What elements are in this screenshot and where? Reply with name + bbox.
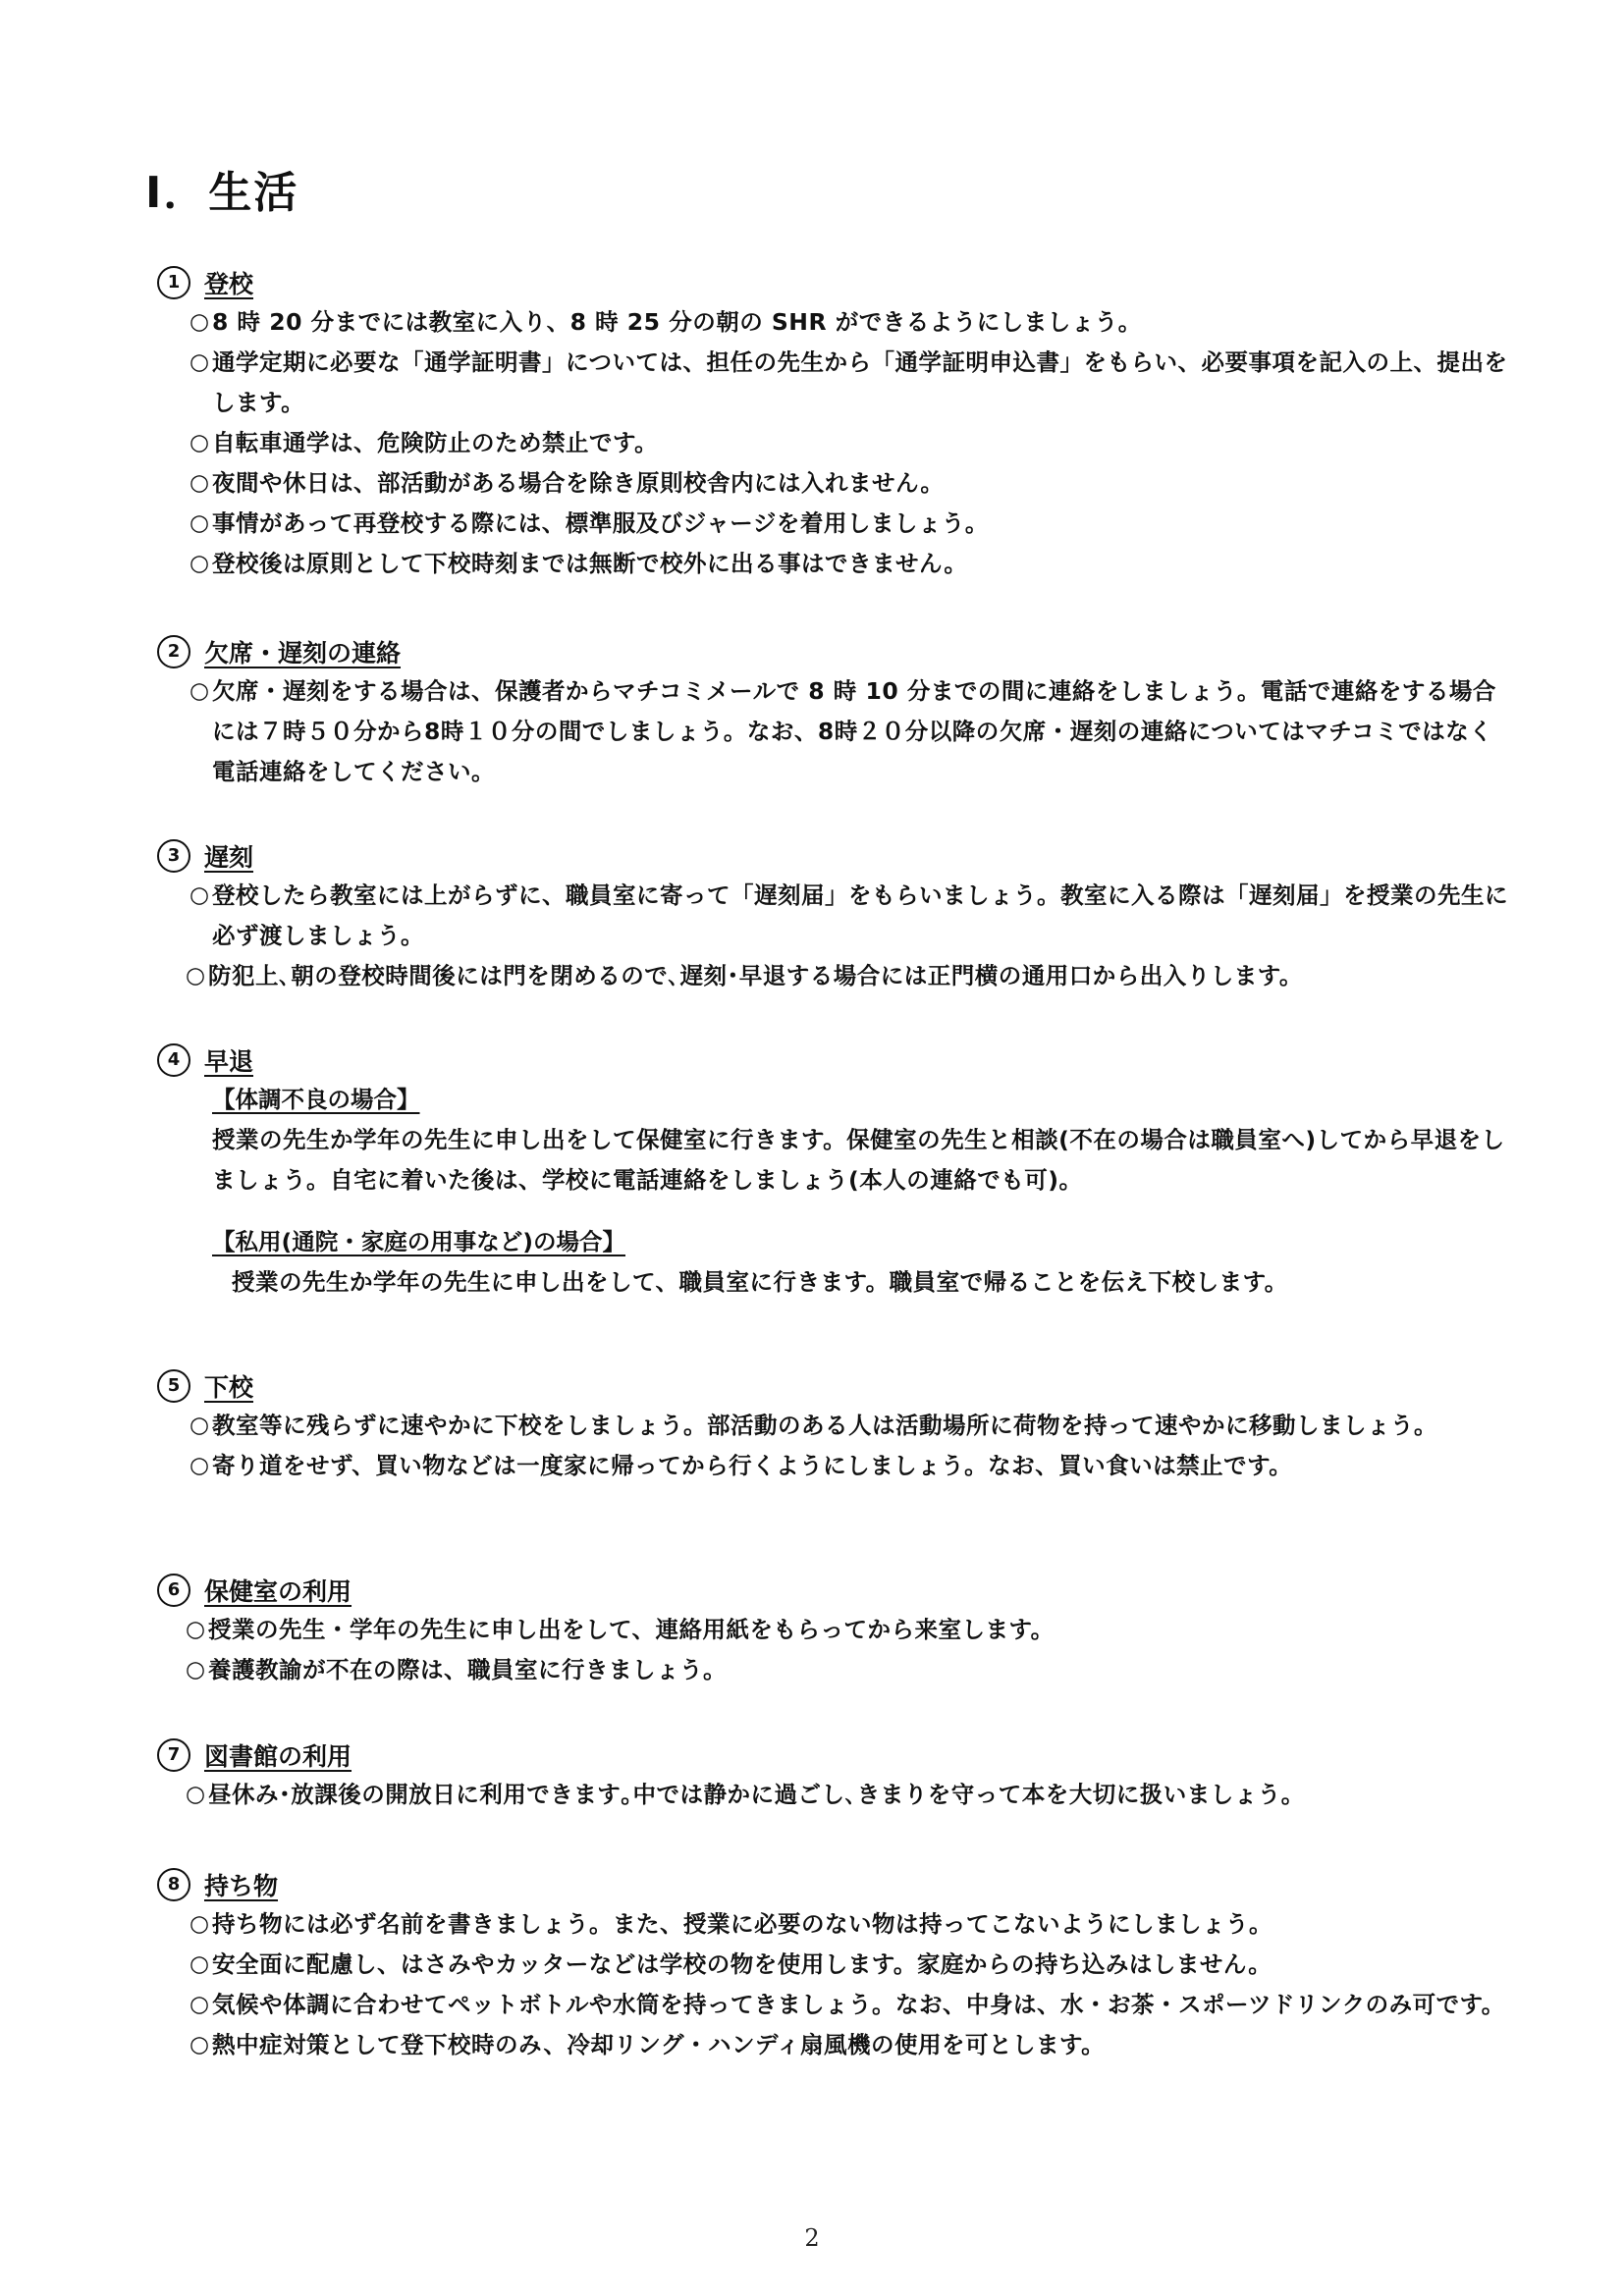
list-item: ○ 持ち物には必ず名前を書きましょう。また、授業に必要のない物は持ってこないようにしましょう。 bbox=[157, 1904, 1512, 1945]
circle-bullet: ○ bbox=[189, 1992, 210, 2017]
section-number: 8 bbox=[157, 1868, 190, 1901]
section-早退 bbox=[157, 1041, 1512, 1303]
page-title: Ⅰ．生活 bbox=[145, 168, 299, 218]
list-item: ○ 養護教諭が不在の際は、職員室に行きましょう。 bbox=[157, 1650, 1512, 1690]
section-title: 登校 bbox=[204, 270, 254, 298]
section-title: 早退 bbox=[204, 1047, 254, 1076]
section-heading bbox=[157, 1571, 1512, 1610]
section-number: 5 bbox=[157, 1369, 190, 1403]
section-遅刻 bbox=[157, 836, 1512, 996]
circle-bullet: ○ bbox=[189, 510, 210, 536]
circle-bullet: ○ bbox=[189, 1951, 210, 1977]
section-title: 持ち物 bbox=[204, 1872, 279, 1900]
list-item: ○ 8 時 20 分までには教室に入り、8 時 25 分の朝の SHR ができるようにしましょう。 bbox=[157, 302, 1512, 343]
paragraph: 授業の先生か学年の先生に申し出をして保健室に行きます。保健室の先生と相談(不在の場合は職員室へ)してから早退をしましょう。自宅に着いた後は、学校に電話連絡をしましょう(本人の連絡でも可)。 bbox=[212, 1126, 1505, 1194]
section-heading bbox=[157, 1865, 1512, 1904]
section-heading bbox=[157, 1735, 1512, 1775]
list-item: ○ 夜間や休日は、部活動がある場合を除き原則校舎内には入れません。 bbox=[157, 463, 1512, 504]
circle-bullet: ○ bbox=[186, 963, 206, 988]
circle-bullet: ○ bbox=[189, 430, 210, 455]
section-number: 7 bbox=[157, 1738, 190, 1772]
circle-bullet: ○ bbox=[189, 678, 210, 704]
section-heading bbox=[157, 1041, 1512, 1080]
section-number: 6 bbox=[157, 1574, 190, 1607]
list-item: ○ 自転車通学は、危険防止のため禁止です。 bbox=[157, 423, 1512, 463]
section-保健室の利用 bbox=[157, 1571, 1512, 1690]
section-number: 4 bbox=[157, 1043, 190, 1077]
section-title: 図書館の利用 bbox=[204, 1742, 352, 1771]
circle-bullet: ○ bbox=[186, 1617, 206, 1642]
circle-bullet: ○ bbox=[189, 470, 210, 496]
page-number: 2 bbox=[804, 2224, 820, 2252]
section-number: 3 bbox=[157, 839, 190, 873]
section-heading bbox=[157, 632, 1512, 671]
circle-bullet: ○ bbox=[189, 1413, 210, 1438]
list-item: ○ 防犯上､朝の登校時間後には門を閉めるので､遅刻･早退する場合には正門横の通用口から出入りします。 bbox=[157, 956, 1512, 996]
list-item: ○ 教室等に残らずに速やかに下校をしましょう。部活動のある人は活動場所に荷物を持って速やかに移動しましょう。 bbox=[157, 1406, 1512, 1446]
section-heading bbox=[157, 263, 1512, 302]
circle-bullet: ○ bbox=[189, 2032, 210, 2057]
section-下校 bbox=[157, 1366, 1512, 1486]
circle-bullet: ○ bbox=[186, 1782, 206, 1807]
circle-bullet: ○ bbox=[189, 551, 210, 576]
list-item: ○ 事情があって再登校する際には、標準服及びジャージを着用しましょう。 bbox=[157, 504, 1512, 544]
list-item: ○ 熱中症対策として登下校時のみ、冷却リング・ハンディ扇風機の使用を可とします。 bbox=[157, 2025, 1512, 2065]
list-item: ○ 安全面に配慮し、はさみやカッターなどは学校の物を使用します。家庭からの持ち込みはしません。 bbox=[157, 1945, 1512, 1985]
list-item: ○ 寄り道をせず、買い物などは一度家に帰ってから行くようにしましょう。なお、買い食いは禁止です。 bbox=[157, 1446, 1512, 1486]
list-item: ○ 欠席・遅刻をする場合は、保護者からマチコミメールで 8 時 10 分までの間に連絡をしましょう。電話で連絡をする場合には７時５０分から8時１０分の間でしましょう。なお、8時２０分以降の欠席・遅刻の連絡についてはマチコミではなく電話連絡をしてください。 bbox=[157, 671, 1512, 792]
section-title: 下校 bbox=[204, 1373, 254, 1402]
circle-bullet: ○ bbox=[189, 309, 210, 335]
section-title: 保健室の利用 bbox=[204, 1577, 352, 1606]
section-図書館の利用 bbox=[157, 1735, 1512, 1815]
circle-bullet: ○ bbox=[189, 882, 210, 908]
list-item: ○ 気候や体調に合わせてペットボトルや水筒を持ってきましょう。なお、中身は、水・お茶・スポーツドリンクのみ可です。 bbox=[157, 1985, 1512, 2025]
circle-bullet: ○ bbox=[189, 1453, 210, 1478]
list-item: ○ 授業の先生・学年の先生に申し出をして、連絡用紙をもらってから来室します。 bbox=[157, 1610, 1512, 1650]
section-heading bbox=[157, 836, 1512, 876]
list-item: ○ 登校後は原則として下校時刻までは無断で校外に出る事はできません。 bbox=[157, 544, 1512, 584]
section-heading bbox=[157, 1366, 1512, 1406]
section-持ち物 bbox=[157, 1865, 1512, 2065]
circle-bullet: ○ bbox=[189, 349, 210, 375]
circle-bullet: ○ bbox=[189, 1911, 210, 1937]
subsection-heading: 【体調不良の場合】 bbox=[212, 1086, 420, 1113]
circle-bullet: ○ bbox=[186, 1657, 206, 1682]
section-title: 欠席・遅刻の連絡 bbox=[204, 639, 402, 667]
section-欠席遅刻の連絡 bbox=[157, 632, 1512, 792]
subsection-heading: 【私用(通院・家庭の用事など)の場合】 bbox=[212, 1228, 625, 1255]
section-number: 1 bbox=[157, 266, 190, 299]
list-item: ○ 登校したら教室には上がらずに、職員室に寄って「遅刻届」をもらいましょう。教室に入る際は「遅刻届」を授業の先生に必ず渡しましょう。 bbox=[157, 876, 1512, 956]
section-title: 遅刻 bbox=[204, 843, 254, 872]
section-number: 2 bbox=[157, 635, 190, 668]
list-item: ○ 昼休み･放課後の開放日に利用できます｡中では静かに過ごし､きまりを守って本を大切に扱いましょう。 bbox=[157, 1775, 1512, 1815]
paragraph: 授業の先生か学年の先生に申し出をして、職員室に行きます。職員室で帰ることを伝え下校します。 bbox=[232, 1268, 1288, 1296]
list-item: ○ 通学定期に必要な「通学証明書」については、担任の先生から「通学証明申込書」をもらい、必要事項を記入の上、提出をします。 bbox=[157, 343, 1512, 423]
section-登校 bbox=[157, 263, 1512, 584]
